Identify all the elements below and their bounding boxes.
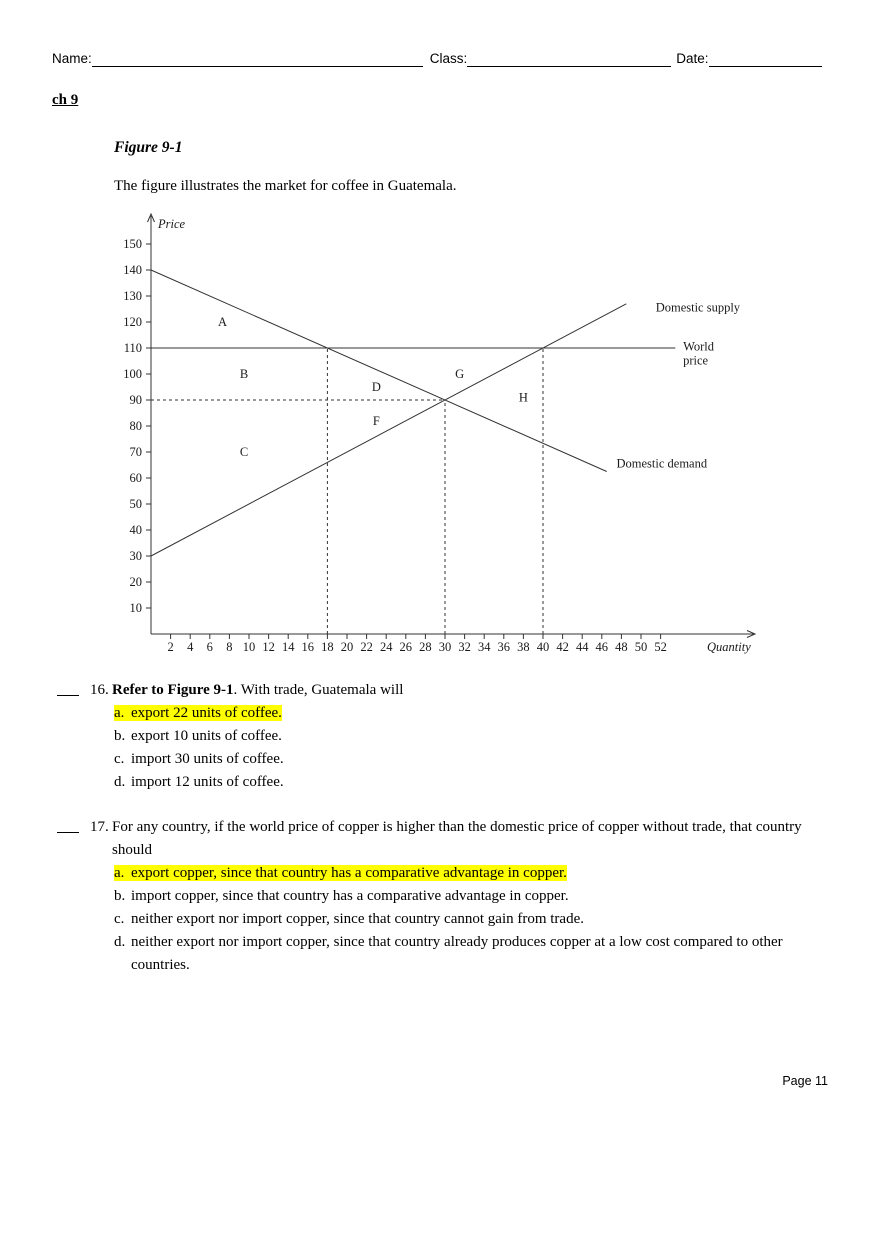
svg-text:32: 32	[458, 640, 471, 654]
choice-b	[114, 885, 802, 908]
svg-text:2: 2	[167, 640, 174, 654]
svg-text:G: G	[455, 367, 465, 381]
choice-c	[114, 908, 802, 931]
question-17-text	[90, 816, 802, 862]
svg-text:World: World	[683, 339, 715, 354]
svg-text:110: 110	[123, 341, 142, 355]
svg-text:D: D	[371, 380, 381, 394]
svg-text:70: 70	[129, 445, 142, 459]
svg-text:26: 26	[399, 640, 413, 654]
choice-letter: c.	[114, 911, 125, 927]
choice-text: neither export nor import copper, since that country already produces copper at a low cost compared to other countries.	[131, 934, 783, 973]
choice-letter: a.	[114, 705, 125, 721]
highlighted-answer	[114, 705, 282, 721]
svg-text:20: 20	[340, 640, 354, 654]
svg-text:140: 140	[123, 263, 142, 277]
choice-text: export 10 units of coffee.	[131, 728, 282, 744]
question-stem: For any country, if the world price of copper is higher than the domestic price of copper without trade, that country should	[112, 819, 802, 858]
svg-text:18: 18	[321, 640, 334, 654]
choice-text: import 12 units of coffee.	[131, 774, 284, 790]
choice-letter: b.	[114, 728, 126, 744]
class-blank-line	[467, 51, 671, 67]
chapter-heading: ch 9	[52, 92, 79, 108]
figure-chart-svg	[113, 210, 793, 670]
choice-b	[114, 725, 802, 748]
svg-text:16: 16	[301, 640, 315, 654]
form-header	[52, 51, 828, 67]
question-17	[57, 816, 802, 977]
question-16	[57, 679, 802, 794]
choice-letter: d.	[114, 934, 126, 950]
svg-text:50: 50	[129, 497, 142, 511]
question-17-head	[57, 816, 802, 862]
answer-blank	[57, 679, 79, 696]
svg-text:6: 6	[206, 640, 213, 654]
question-figure-ref: Refer to Figure 9-1	[112, 682, 234, 698]
svg-text:Price: Price	[158, 217, 186, 231]
svg-text:Domestic supply: Domestic supply	[655, 300, 741, 315]
class-label: Class:	[429, 51, 468, 66]
svg-text:B: B	[239, 367, 249, 381]
svg-text:A: A	[217, 315, 228, 329]
svg-text:36: 36	[497, 640, 511, 654]
svg-text:130: 130	[123, 289, 142, 303]
choice-text: export 22 units of coffee.	[131, 705, 282, 721]
choice-letter: a.	[114, 865, 125, 881]
svg-text:10: 10	[129, 601, 142, 615]
page-number: Page 11	[782, 1074, 828, 1088]
choice-text: import 30 units of coffee.	[131, 751, 284, 767]
choice-text: export copper, since that country has a comparative advantage in copper.	[131, 865, 567, 881]
choice-c	[114, 748, 802, 771]
svg-text:30: 30	[129, 549, 142, 563]
figure-caption: The figure illustrates the market for coffee in Guatemala.	[114, 178, 457, 194]
svg-text:Quantity: Quantity	[707, 640, 751, 654]
question-number: 16.	[90, 682, 109, 698]
svg-text:20: 20	[129, 575, 142, 589]
svg-text:C: C	[239, 445, 249, 459]
question-16-choices	[114, 702, 802, 794]
svg-text:14: 14	[281, 640, 295, 654]
choice-letter: c.	[114, 751, 125, 767]
svg-text:40: 40	[129, 523, 142, 537]
svg-text:42: 42	[556, 640, 569, 654]
date-blank-line	[709, 51, 822, 67]
svg-text:48: 48	[615, 640, 628, 654]
svg-text:60: 60	[129, 471, 142, 485]
choice-d	[114, 931, 802, 977]
choice-text: import copper, since that country has a comparative advantage in copper.	[131, 888, 569, 904]
question-16-head	[57, 679, 802, 702]
svg-text:50: 50	[634, 640, 648, 654]
svg-text:100: 100	[123, 367, 142, 381]
svg-text:8: 8	[226, 640, 233, 654]
svg-text:Domestic demand: Domestic demand	[616, 456, 708, 471]
svg-text:90: 90	[129, 393, 142, 407]
choice-letter: b.	[114, 888, 126, 904]
svg-text:4: 4	[187, 640, 194, 654]
question-stem: . With trade, Guatemala will	[233, 682, 404, 698]
svg-text:44: 44	[575, 640, 589, 654]
svg-text:40: 40	[536, 640, 550, 654]
name-label: Name:	[52, 51, 92, 66]
question-number: 17.	[90, 819, 109, 835]
svg-text:52: 52	[654, 640, 667, 654]
svg-text:F: F	[372, 413, 380, 428]
choice-text: neither export nor import copper, since that country cannot gain from trade.	[131, 911, 584, 927]
choice-a	[114, 702, 802, 725]
highlighted-answer	[114, 865, 567, 881]
question-17-choices	[114, 862, 802, 977]
choice-d	[114, 771, 802, 794]
svg-text:10: 10	[242, 640, 256, 654]
svg-text:38: 38	[517, 640, 530, 654]
svg-text:80: 80	[129, 419, 142, 433]
svg-text:30: 30	[438, 640, 452, 654]
svg-text:24: 24	[379, 640, 393, 654]
svg-text:120: 120	[123, 315, 142, 329]
figure-title: Figure 9-1	[114, 139, 183, 156]
date-label: Date:	[676, 51, 709, 66]
svg-text:46: 46	[595, 640, 609, 654]
svg-text:12: 12	[262, 640, 275, 654]
svg-text:price: price	[683, 353, 709, 368]
choice-letter: d.	[114, 774, 126, 790]
choice-a	[114, 862, 802, 885]
svg-text:150: 150	[123, 237, 142, 251]
svg-text:H: H	[518, 390, 528, 405]
name-blank-line	[92, 51, 423, 67]
svg-text:28: 28	[419, 640, 432, 654]
question-16-text	[90, 679, 403, 702]
svg-text:22: 22	[360, 640, 373, 654]
svg-text:34: 34	[477, 640, 491, 654]
answer-blank	[57, 816, 79, 833]
